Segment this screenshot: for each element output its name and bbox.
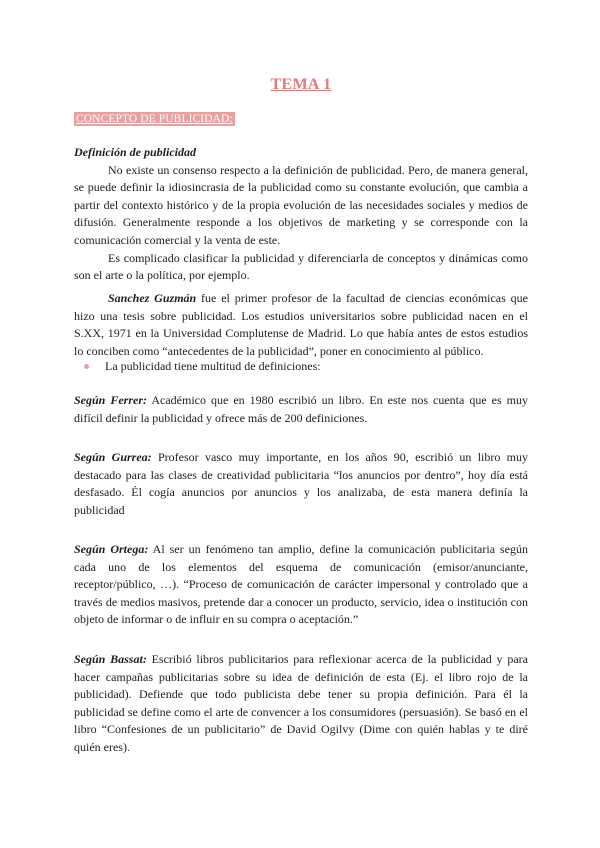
bullet-item: [84, 358, 321, 375]
definition-gurrea: [74, 449, 528, 519]
paragraph-3: [74, 290, 528, 360]
definition-ortega: [74, 541, 528, 629]
definition-text: Profesor vasco muy importante, en los años 90, escribió un libro muy destacado para las clases de creatividad publicitaria “los anuncios por dentro”, hoy día está desfasado. Él cogía anuncios por anuncios y los analizaba, de esta manera definía la publicidad: [74, 450, 529, 517]
definition-name: Según Gurrea:: [74, 450, 152, 464]
paragraph-1-text: No existe un consenso respecto a la definición de publicidad. Pero, de manera general, se puede definir la idiosincrasia de la publicidad como su constante evolución, que cambia a partir del contexto histórico y de la propia evolución de las necesidades sociales y medios de difusión. Generalmente responde a los objetivos de marketing y se corresponde con la comunicación comercial y la venta de este.: [74, 162, 528, 247]
definition-text: Al ser un fenómeno tan amplio, define la comunicación publicitaria según cada uno de los elementos del esquema de comunicación (emisor/anunciante, receptor/público, …). “Proceso de comunicación de carácter impersonal y controlado que a través de medios masivos, pretende dar a conocer un producto, servicio, idea o institución con objeto de informar o de influir en su compra o aceptación.”: [74, 542, 529, 627]
author-name: Sanchez Guzmán: [108, 291, 197, 305]
paragraph-3-text: fue el primer profesor de la facultad de ciencias económicas que hizo una tesis sobre publicidad. Los estudios universitarios sobre publicidad nacen en el S.XX, 1971 en la Universidad Complutense de Madrid. Lo que había antes de estos estudios lo conciben como “antecedentes de la publicidad”, poner en conocimiento al público.: [74, 291, 528, 358]
paragraph-2-text: Es complicado clasificar la publicidad y diferenciarla de conceptos y dinámicas como son el arte o la política, por ejemplo.: [74, 250, 528, 283]
paragraph-1: [74, 163, 528, 247]
document-title: TEMA 1: [270, 76, 332, 93]
definition-block: [74, 144, 528, 285]
bullet-text: La publicidad tiene multitud de definiciones:: [105, 359, 321, 373]
definition-text: Académico que en 1980 escribió un libro. En este nos cuenta que es muy difícil definir la publicidad y ofrece más de 200 definiciones.: [74, 393, 528, 425]
section-heading: CONCEPTO DE PUBLICIDAD:: [76, 113, 233, 125]
definition-ferrer: [74, 392, 528, 427]
definition-name: Según Bassat:: [74, 652, 147, 666]
definition-text: Escribió libros publicitarios para reflexionar acerca de la publicidad y para hacer campañas publicitarias sobre su idea de definición de esta (Ej. el libro rojo de la publicidad). Defiende que todo publicista debe tener su propia definición. Para él la publicidad se define como el arte de convencer a los consumidores (persuasión). Se basó en el libro “Confesiones de un publicitario” de David Ogilvy (Dime con quién hablas y te diré quién eres).: [74, 652, 528, 754]
bullet-icon: [84, 364, 89, 369]
definition-name: Según Ferrer:: [74, 393, 148, 407]
definition-subtitle: Definición de publicidad: [74, 145, 196, 159]
definition-bassat: [74, 651, 528, 757]
definition-name: Según Ortega:: [74, 542, 149, 556]
